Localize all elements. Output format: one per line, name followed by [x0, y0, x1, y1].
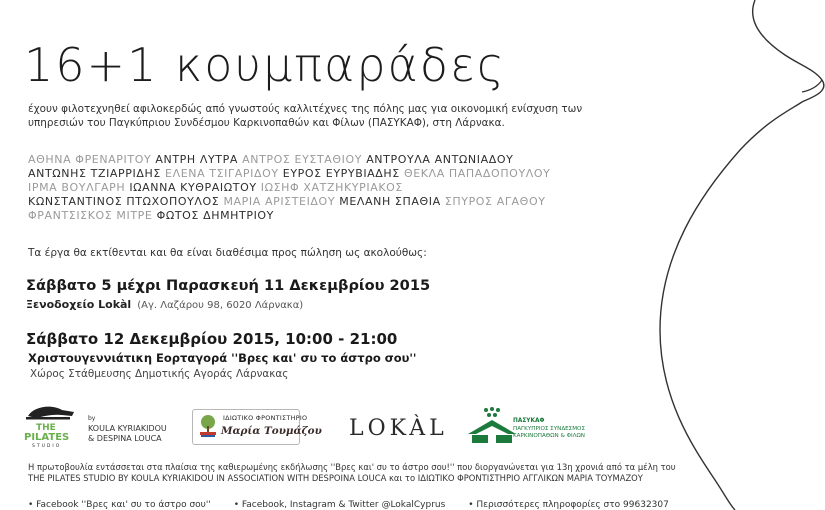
- artist-name: ΚΩΝΣΤΑΝΤΙΝΟΣ ΠΤΩΧΟΠΟΥΛΟΣ: [28, 195, 220, 208]
- pilates-word-studio: STUDIO: [32, 444, 62, 448]
- artists-line: [28, 195, 550, 209]
- pilates-word-the: THE: [36, 423, 56, 433]
- intro-line-2: υπηρεσιών του Παγκύπριου Συνδέσμου Καρκινοπαθών και Φίλων (ΠΑΣΥΚΑΦ), στη Λάρνακα.: [28, 117, 505, 129]
- tutoring-center-logo: [192, 409, 322, 445]
- footer-link-social: • Facebook, Instagram & Twitter @LokalCyprus: [233, 500, 446, 510]
- artists-line: [28, 153, 550, 167]
- artist-name: ΑΝΤΡΟΥΛΑ ΑΝΤΩΝΙΑΔΟΥ: [366, 153, 514, 166]
- pilates-owners: [88, 414, 167, 444]
- artist-name: ΙΡΜΑ ΒΟΥΛΓΑΡΗ: [28, 181, 126, 194]
- artist-name: ΦΡΑΝΤΣΙΣΚΟΣ ΜΙΤΡΕ: [28, 209, 153, 222]
- pilates-studio-logo: [22, 402, 84, 448]
- artist-name: ΑΝΤΡΟΣ ΕΥΣΤΑΘΙΟΥ: [242, 153, 363, 166]
- pilates-word-pilates: PILATES: [24, 432, 70, 443]
- artist-name: ΜΑΡΙΑ ΑΡΙΣΤΕΙΔΟΥ: [223, 195, 336, 208]
- event1-dates: Σάββατο 5 μέχρι Παρασκευή 11 Δεκεμβρίου 2015: [26, 277, 431, 294]
- artist-name: ΑΘΗΝΑ ΦΡΕΝΑΡΙΤΟΥ: [28, 153, 152, 166]
- artist-name: ΕΛΕΝΑ ΤΣΙΓΑΡΙΔΟΥ: [165, 167, 279, 180]
- artist-name: ΑΝΤΩΝΗΣ ΤΖΙΑΡΡΙΔΗΣ: [28, 167, 161, 180]
- event1-venue: [26, 298, 303, 311]
- footer-links: [28, 500, 689, 510]
- artists-line: [28, 181, 550, 195]
- artist-name: ΦΩΤΟΣ ΔΗΜΗΤΡΙΟΥ: [156, 209, 274, 222]
- artist-name: ΑΝΤΡΗ ΛΥΤΡΑ: [155, 153, 238, 166]
- artist-name: ΙΩΣΗΦ ΧΑΤΖΗΚΥΡΙΑΚΟΣ: [260, 181, 403, 194]
- artist-name: ΜΕΛΑΝΗ ΣΠΑΘΙΑ: [339, 195, 441, 208]
- artist-name: ΙΩΑΝΝΑ ΚΥΘΡΑΙΩΤΟΥ: [129, 181, 257, 194]
- artists-list: [28, 153, 550, 223]
- artist-name: ΘΕΚΛΑ ΠΑΠΑΔΟΠΟΥΛΟΥ: [403, 167, 551, 180]
- pasykaf-subtitle: ΠΑΓΚΥΠΡΙΟΣ ΣΥΝΔΕΣΜΟΣ ΚΑΡΚΙΝΟΠΑΘΩΝ & ΦΙΛΩΝ: [513, 426, 585, 439]
- artist-name: ΕΥΡΟΣ ΕΥΡΥΒΙΑΔΗΣ: [282, 167, 400, 180]
- footer-note-line-2: THE PILATES STUDIO BY KOULA KYRIAKIDOU IN ASSOCIATION WITH DESPOINA LOUCA και το ΙΔΙΩΤΙΚΟ ΦΡΟΝΤΙΣΤΗΡΙΟ ΑΓΓΛΙΚΩΝ ΜΑΡΙΑ ΤΟΥΜΑΖΟΥ: [28, 473, 643, 483]
- pasykaf-title: ΠΑΣΥΚΑΦ: [513, 418, 545, 424]
- footer-link-phone: • Περισσότερες πληροφορίες στο 99632307: [468, 500, 669, 510]
- pilates-owner-2: & DESPINA LOUCA: [88, 434, 162, 443]
- event1-address: (Αγ. Λαζάρου 98, 6020 Λάρνακα): [137, 300, 304, 311]
- tree-books-icon: [197, 414, 219, 438]
- event2-location: Χώρος Στάθμευσης Δημοτικής Αγοράς Λάρνακας: [30, 368, 289, 380]
- footer-note: [28, 462, 676, 484]
- footer-note-line-1: Η πρωτοβουλία εντάσσεται στα πλαίσια της καθιερωμένης εκδήλωσης ''Βρες και' συ το άστρο σου!'' που διοργανώνεται για 13η χρονιά από τα μέλη του: [28, 462, 676, 472]
- page-title: 16+1 κουμπαράδες: [24, 38, 506, 92]
- artists-line: [28, 167, 550, 181]
- event2-dates: Σάββατο 12 Δεκεμβρίου 2015, 10:00 - 21:00: [26, 330, 398, 348]
- event2-title: Χριστουγεννιάτικη Εορταγορά ''Βρες και' συ το άστρο σου'': [28, 351, 417, 365]
- pilates-owner-1: KOULA KYRIAKIDOU: [88, 424, 167, 433]
- event1-venue-name: Ξενοδοχείο Lokàl: [26, 298, 132, 311]
- tutoring-center-name: Μαρία Τουμάζου: [221, 425, 322, 437]
- sale-intro-text: Τα έργα θα εκτίθενται και θα είναι διαθέσιμα προς πώληση ως ακολούθως:: [28, 247, 427, 259]
- lokal-logo: LOKÀL: [349, 416, 448, 441]
- pilates-by: by: [88, 415, 96, 422]
- artist-name: ΣΠΥΡΟΣ ΑΓΑΘΟΥ: [444, 195, 546, 208]
- tutoring-center-label: ΙΔΙΩΤΙΚΟ ΦΡΟΝΤΙΣΤΗΡΙΟ: [223, 414, 308, 422]
- intro-line-1: έχουν φιλοτεχνηθεί αφιλοκερδώς από γνωστούς καλλιτέχνες της πόλης μας για οικονομική ενίσχυση των: [28, 103, 583, 115]
- footer-link-facebook-event: • Facebook ''Βρες και' συ το άστρο σου'': [28, 500, 211, 510]
- artists-line: [28, 209, 550, 223]
